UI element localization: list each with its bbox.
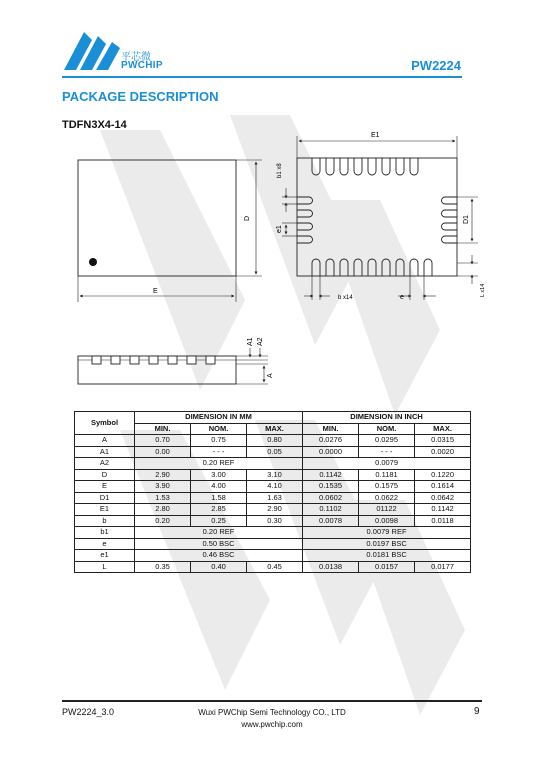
label-b: b x14 <box>338 295 353 301</box>
top-pads <box>312 158 418 175</box>
symbol-header: Symbol <box>75 412 135 435</box>
label-E1: E1 <box>371 132 380 139</box>
package-name: TDFN3X4-14 <box>62 119 127 131</box>
table-row: b 0.20 0.25 0.30 0.0078 0.0098 0.0118 <box>75 515 471 527</box>
top-view <box>78 160 262 302</box>
table-row: b1 0.20 REF 0.0079 REF <box>75 527 471 539</box>
dimension-table <box>74 411 471 573</box>
table-row: D 2.90 3.00 3.10 0.1142 0.1181 0.1220 <box>75 469 471 481</box>
subheader-mm-min: MIN. <box>135 423 191 435</box>
table-row: e 0.50 BSC 0.0197 BSC <box>75 538 471 550</box>
table-row: E 3.90 4.00 4.10 0.1535 0.1575 0.1614 <box>75 481 471 493</box>
bottom-view-body <box>297 158 457 276</box>
section-title: PACKAGE DESCRIPTION <box>62 89 219 104</box>
pin1-dot <box>89 258 97 266</box>
inch-header: DIMENSION IN INCH <box>303 412 471 424</box>
logo-text-cn: 平芯微 <box>121 52 151 63</box>
doc-version: PW2224_3.0 <box>62 707 115 717</box>
top-view-body <box>78 160 236 276</box>
website-link[interactable]: www.pwchip.com <box>241 720 303 729</box>
table-row: L 0.35 0.40 0.45 0.0138 0.0157 0.0177 <box>75 561 471 573</box>
logo-text-en: PWCHIP <box>121 60 163 71</box>
mm-header: DIMENSION IN MM <box>135 412 303 424</box>
subheader-inch-min: MIN. <box>303 423 359 435</box>
bottom-view <box>282 136 478 300</box>
page-number: 9 <box>474 706 480 717</box>
label-e: e <box>400 294 404 301</box>
label-b1: b1 x8 <box>277 163 283 178</box>
table-row: E1 2.80 2.85 2.90 0.1102 01122 0.1142 <box>75 504 471 516</box>
company-name: Wuxi PWChip Semi Technology CO., LTD <box>198 708 346 717</box>
left-pads <box>297 197 313 243</box>
label-A1: A1 <box>247 337 254 346</box>
label-D: D <box>244 215 251 221</box>
subheader-mm-max: MAX. <box>247 423 303 435</box>
footer-divider <box>62 700 482 702</box>
table-row: A2 0.20 REF 0.0079 <box>75 458 471 470</box>
side-view <box>78 348 268 384</box>
label-E: E <box>153 288 158 295</box>
table-row: A1 0.00 - - - 0.05 0.0000 - - - 0.0020 <box>75 446 471 458</box>
label-D1: D1 <box>463 215 470 224</box>
subheader-mm-nom: NOM. <box>191 423 247 435</box>
part-number: PW2224 <box>411 58 461 73</box>
label-e1: e1 <box>276 225 283 233</box>
subheader-inch-nom: NOM. <box>359 423 415 435</box>
table-row: D1 1.53 1.58 1.63 0.0602 0.0622 0.0642 <box>75 492 471 504</box>
label-A: A <box>267 373 274 378</box>
bottom-pads <box>312 259 432 276</box>
label-L: L x14 <box>480 283 486 297</box>
right-pads <box>442 197 458 243</box>
table-row: e1 0.46 BSC 0.0181 BSC <box>75 550 471 562</box>
subheader-inch-max: MAX. <box>415 423 471 435</box>
table-row: A 0.70 0.75 0.80 0.0276 0.0295 0.0315 <box>75 435 471 447</box>
label-A2: A2 <box>257 337 264 346</box>
